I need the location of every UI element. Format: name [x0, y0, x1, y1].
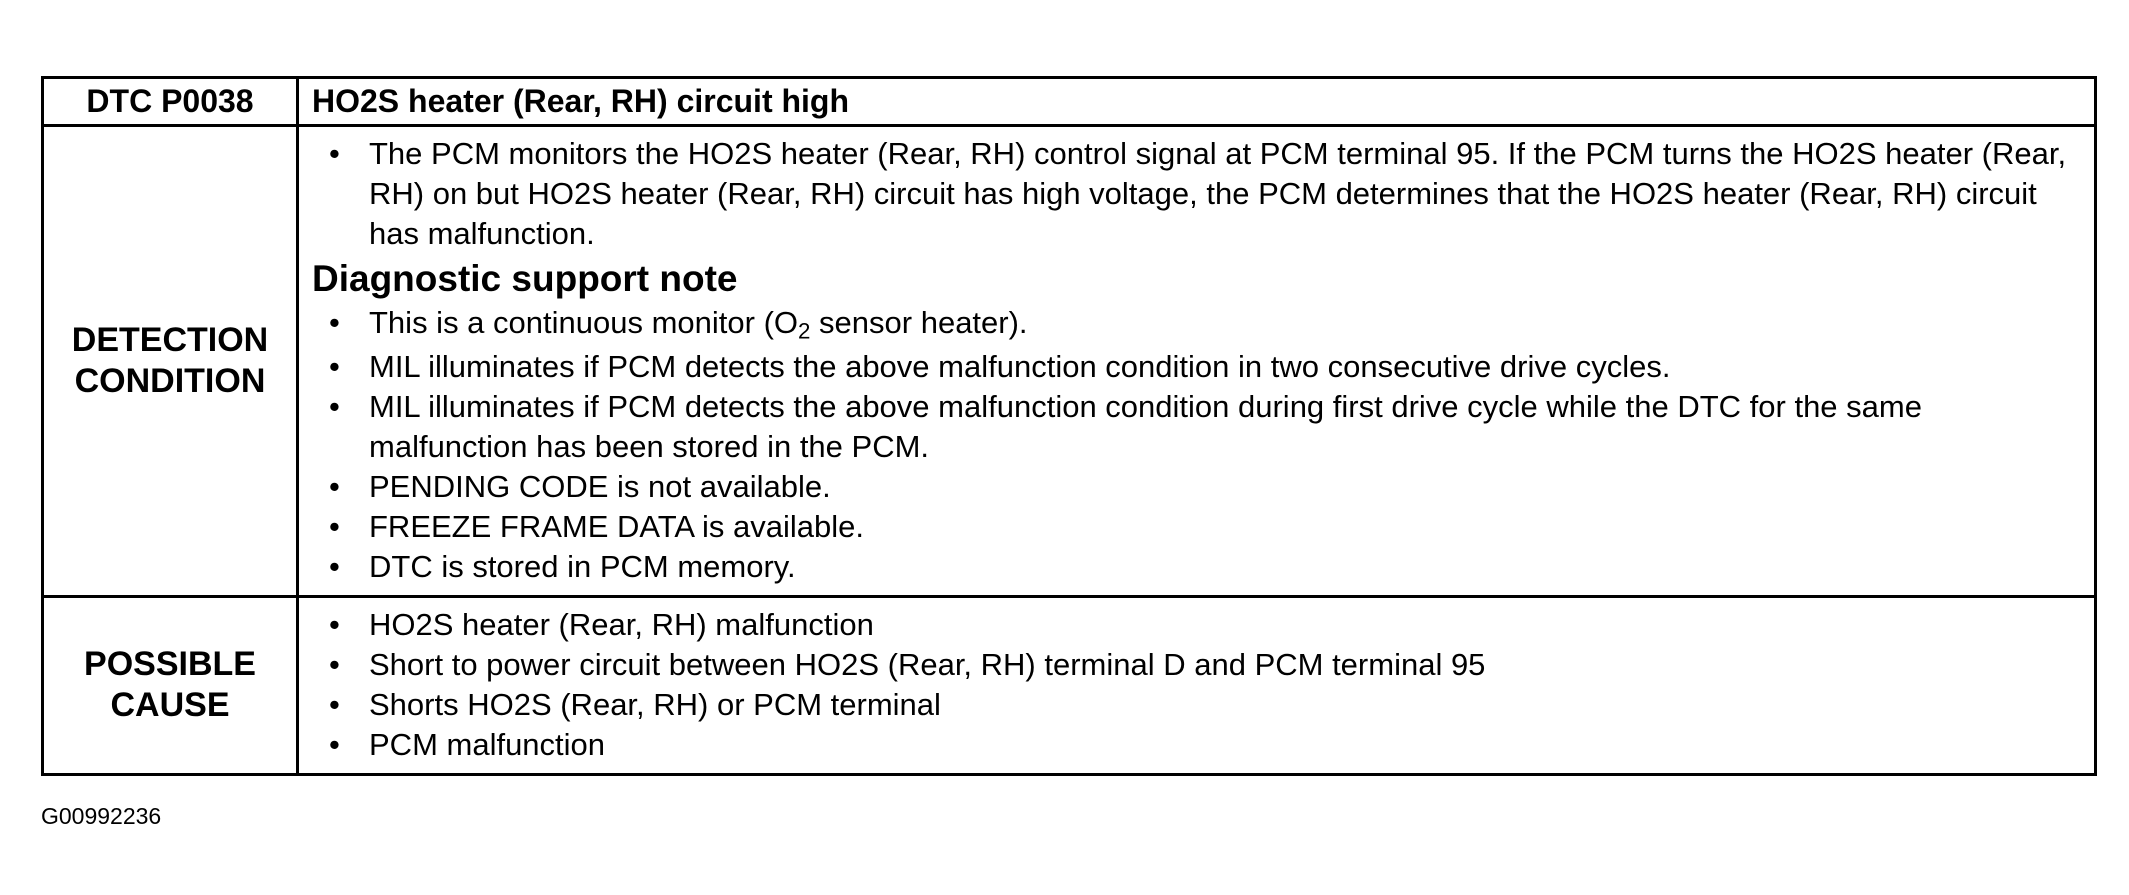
possible-cause-row — [43, 596, 2096, 774]
detection-intro-text: The PCM monitors the HO2S heater (Rear, RH) control signal at PCM terminal 95. If the PCM turns the HO2S heater (Rear, RH) on but HO2S heater (Rear, RH) circuit has high voltage, the PCM determines that the HO2S heater (Rear, RH) circuit has malfunction. — [369, 136, 2067, 251]
cause-text: PCM malfunction — [369, 726, 606, 762]
detection-condition-label — [43, 126, 298, 597]
bullet-icon: • — [329, 606, 340, 642]
bullet-icon: • — [329, 726, 340, 762]
bullet-icon: • — [329, 548, 340, 584]
cause-label-line1: POSSIBLE — [84, 644, 256, 683]
dtc-table — [41, 76, 2097, 776]
list-item — [312, 134, 2084, 254]
dtc-code: DTC P0038 — [43, 78, 298, 126]
header-row — [43, 78, 2096, 126]
list-item — [312, 347, 2084, 387]
bullet-icon: • — [329, 349, 340, 385]
support-note-list — [312, 303, 2084, 587]
detection-condition-row — [43, 126, 2096, 597]
possible-cause-list — [312, 605, 2084, 765]
bullet-icon: • — [329, 508, 340, 544]
list-item — [312, 467, 2084, 507]
monitor-suffix: sensor heater). — [810, 305, 1028, 341]
figure-code: G00992236 — [41, 803, 162, 829]
possible-cause-label — [43, 596, 298, 774]
list-item — [312, 685, 2084, 725]
monitor-subscript: 2 — [798, 318, 811, 344]
bullet-icon: • — [329, 389, 340, 425]
support-note-heading: Diagnostic support note — [312, 257, 738, 299]
bullet-icon: • — [329, 468, 340, 504]
cause-label-line2: CAUSE — [110, 686, 230, 725]
bullet-icon: • — [329, 305, 340, 341]
note-text: FREEZE FRAME DATA is available. — [369, 508, 864, 544]
list-item — [312, 387, 2084, 467]
detection-label-line1: DETECTION — [71, 320, 269, 359]
list-item — [312, 605, 2084, 645]
possible-cause-content — [298, 596, 2096, 774]
monitor-prefix: This is a continuous monitor (O — [369, 305, 799, 341]
list-item — [312, 645, 2084, 685]
list-item — [312, 547, 2084, 587]
detection-label-line2: CONDITION — [74, 361, 266, 400]
cause-text: Shorts HO2S (Rear, RH) or PCM terminal — [369, 686, 941, 722]
cause-text: Short to power circuit between HO2S (Rear, RH) terminal D and PCM terminal 95 — [369, 646, 1486, 682]
cause-text: HO2S heater (Rear, RH) malfunction — [369, 606, 874, 642]
note-text: DTC is stored in PCM memory. — [369, 548, 796, 584]
list-item — [312, 725, 2084, 765]
dtc-title: HO2S heater (Rear, RH) circuit high — [298, 78, 2096, 126]
detection-intro-list — [312, 134, 2084, 254]
list-item — [312, 303, 2084, 343]
bullet-icon: • — [329, 136, 340, 171]
bullet-icon: • — [329, 646, 340, 682]
detection-condition-content — [298, 126, 2096, 597]
note-text: MIL illuminates if PCM detects the above malfunction condition in two consecutive drive cycles. — [369, 349, 1671, 385]
note-text: MIL illuminates if PCM detects the above malfunction condition during first drive cycle while the DTC for the same malfunction has been stored in the PCM. — [369, 389, 1922, 464]
note-text: PENDING CODE is not available. — [369, 468, 831, 504]
list-item — [312, 507, 2084, 547]
bullet-icon: • — [329, 686, 340, 722]
